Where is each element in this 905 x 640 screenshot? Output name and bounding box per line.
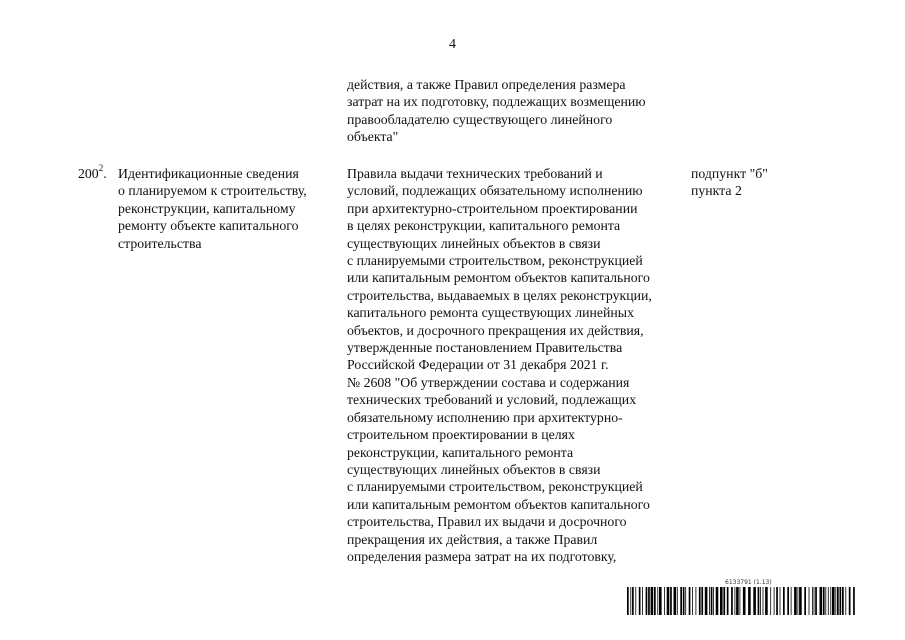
barcode-bar: [657, 587, 658, 615]
text-line: реконструкции, капитальному: [118, 200, 296, 216]
barcode-bar: [842, 587, 844, 615]
text-line: строительном проектировании в целях: [347, 427, 575, 443]
text-line: Правила выдачи технических требований и: [347, 166, 603, 181]
row-number-suffix: .: [103, 166, 107, 181]
text-line: Российской Федерации от 31 декабря 2021 г.: [347, 357, 609, 373]
barcode-bar: [743, 587, 746, 615]
barcode-bar: [828, 587, 829, 615]
barcode-bar: [804, 587, 806, 615]
barcode-bar: [791, 587, 792, 615]
barcode-bar: [820, 587, 823, 615]
barcode-bar: [689, 587, 691, 615]
barcode-bar: [753, 587, 756, 615]
text-line: действия, а также Правил определения размера: [347, 77, 626, 92]
text-line: о планируемом к строительству,: [118, 183, 307, 199]
barcode-bar: [667, 587, 670, 615]
barcode-bar: [639, 587, 641, 615]
barcode-bar: [723, 587, 725, 615]
text-line: определения размера затрат на их подготовку,: [347, 548, 617, 564]
text-line: строительства: [118, 235, 202, 251]
barcode-bar: [770, 587, 771, 615]
text-line: с планируемыми строительством, реконструкцией: [347, 253, 643, 269]
barcode-bar: [685, 587, 686, 615]
text-line: или капитальным ремонтом объектов капитального: [347, 496, 650, 512]
barcode-bar: [837, 587, 839, 615]
barcode-bar: [696, 587, 697, 615]
barcode-bar: [853, 587, 855, 615]
barcode-bar: [674, 587, 677, 615]
text-line: капитального ремонта существующих линейных: [347, 305, 634, 321]
page-number: 4: [449, 37, 456, 52]
barcode-bar: [763, 587, 764, 615]
barcode-bar: [832, 587, 835, 615]
barcode-bar: [680, 587, 682, 615]
barcode-bar: [774, 587, 775, 615]
barcode-bar: [849, 587, 851, 615]
text-line: подпункт "б": [691, 166, 768, 181]
barcode-bar: [646, 587, 648, 615]
row-number-superscript: 2: [98, 163, 104, 174]
barcode-bar: [716, 587, 719, 615]
row-document: [347, 165, 687, 565]
text-line: правообладателю существующего линейного: [347, 111, 613, 127]
barcode-bar: [794, 587, 797, 615]
barcode-bar: [735, 587, 736, 615]
text-line: затрат на их подготовку, подлежащих возмещению: [347, 94, 646, 110]
text-line: объекта": [347, 129, 399, 145]
barcode-bar: [727, 587, 729, 615]
barcode-label: 6133791 (1.13): [725, 579, 772, 586]
barcode-bar: [736, 587, 739, 615]
text-line: реконструкции, капитального ремонта: [347, 444, 574, 460]
text-line: утвержденные постановлением Правительства: [347, 340, 623, 356]
barcode-bar: [823, 587, 825, 615]
barcode-bar: [845, 587, 846, 615]
barcode-bar: [692, 587, 693, 615]
row-name: [118, 165, 333, 252]
barcode-bar: [635, 587, 636, 615]
barcode-bar: [798, 587, 799, 615]
row-number: [78, 165, 107, 182]
barcode-bar: [627, 587, 629, 615]
barcode-bar: [815, 587, 817, 615]
barcode-bar: [830, 587, 831, 615]
barcode-bar: [670, 587, 672, 615]
text-line: или капитальным ремонтом объектов капитального: [347, 270, 650, 286]
row-reference: [691, 165, 801, 200]
row-number-main: 200: [78, 166, 99, 181]
barcode-bar: [780, 587, 781, 615]
barcode-bar: [677, 587, 678, 615]
barcode-bar: [809, 587, 810, 615]
text-line: в целях реконструкции, капитального ремонта: [347, 218, 621, 234]
text-line: обязательному исполнению при архитектурно-: [347, 409, 623, 425]
barcode-bar: [776, 587, 778, 615]
barcode-bar: [705, 587, 708, 615]
barcode-bar: [632, 587, 634, 615]
barcode-bar: [787, 587, 789, 615]
barcode-bar: [720, 587, 723, 615]
text-line: объектов, и досрочного прекращения их действия,: [347, 322, 644, 338]
barcode-bar: [748, 587, 751, 615]
barcode-bar: [648, 587, 650, 615]
text-line: с планируемыми строительством, реконструкцией: [347, 479, 643, 495]
barcode-bar: [760, 587, 761, 615]
barcode-bar: [799, 587, 802, 615]
barcode-bar: [709, 587, 710, 615]
barcode-bar: [840, 587, 842, 615]
text-line: при архитектурно-строительном проектировании: [347, 200, 638, 216]
barcode-bar: [711, 587, 713, 615]
text-line: прекращения их действия, а также Правил: [347, 531, 598, 547]
text-line: условий, подлежащих обязательному исполнению: [347, 183, 643, 199]
barcode-bar: [835, 587, 836, 615]
barcode-bar: [812, 587, 813, 615]
barcode-image: [627, 587, 857, 615]
text-line: пункта 2: [691, 183, 742, 199]
barcode-bar: [765, 587, 768, 615]
barcode-bar: [814, 587, 815, 615]
barcode-bar: [664, 587, 665, 615]
barcode-bar: [683, 587, 685, 615]
barcode-bar: [630, 587, 631, 615]
barcode-bar: [701, 587, 703, 615]
barcode-bar: [740, 587, 741, 615]
barcode-bar: [642, 587, 643, 615]
text-line: строительства, выдаваемых в целях реконструкции,: [347, 287, 652, 303]
continuation-text: [347, 76, 687, 146]
barcode-bar: [731, 587, 733, 615]
barcode-bar: [825, 587, 826, 615]
text-line: строительства, Правил их выдачи и досрочного: [347, 514, 627, 530]
barcode-bar: [659, 587, 662, 615]
text-line: ремонту объекте капитального: [118, 218, 299, 234]
text-line: № 2608 "Об утверждении состава и содержания: [347, 374, 630, 390]
text-line: существующих линейных объектов в связи: [347, 235, 601, 251]
barcode-bar: [699, 587, 701, 615]
text-line: технических требований и условий, подлежащих: [347, 392, 637, 408]
text-line: существующих линейных объектов в связи: [347, 461, 601, 477]
barcode-bar: [758, 587, 760, 615]
barcode-bar: [783, 587, 785, 615]
barcode-bar: [713, 587, 714, 615]
text-line: Идентификационные сведения: [118, 166, 299, 181]
barcode-bar: [654, 587, 656, 615]
barcode-bar: [651, 587, 654, 615]
